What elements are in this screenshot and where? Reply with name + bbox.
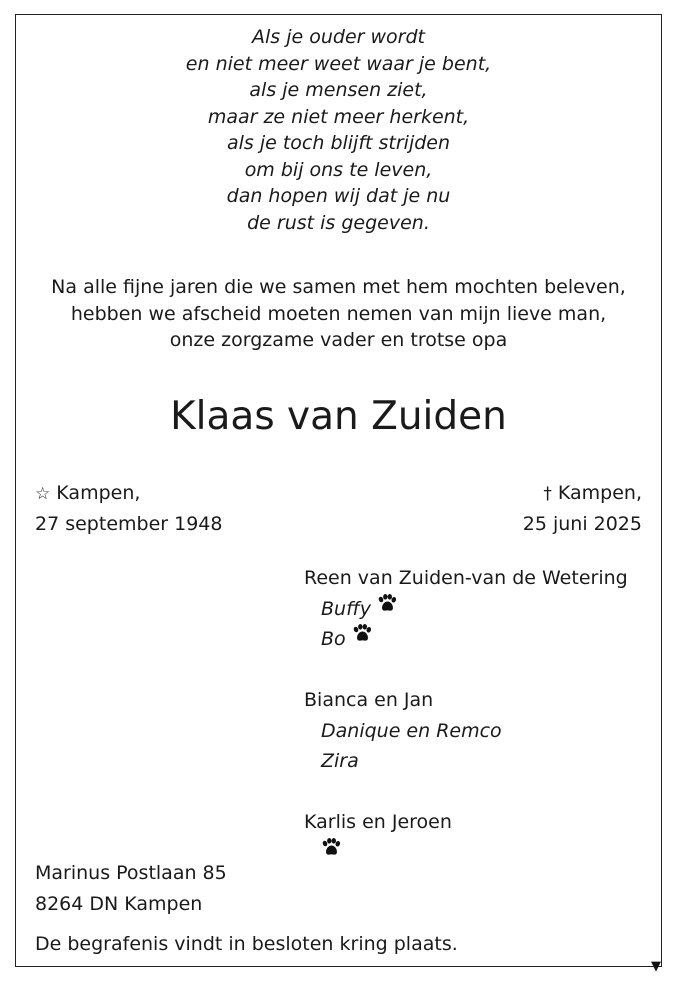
address-street: Marinus Postlaan 85 [35, 862, 227, 884]
funeral-note: De begrafenis vindt in besloten kring plaats. [35, 933, 458, 955]
death-date: 25 juni 2025 [522, 513, 642, 535]
birth-info [35, 478, 222, 539]
poem-line: dan hopen wij dat je nu [226, 185, 451, 207]
family-head: Reen van Zuiden-van de Wetering [304, 567, 628, 589]
family-member: Danique en Remco [321, 719, 502, 742]
poem-line: de rust is gegeven. [247, 211, 430, 234]
poem-line: als je toch blijft strijden [226, 132, 451, 154]
address [35, 858, 227, 920]
poem-line: om bij ons te leven, [244, 158, 433, 181]
address-city: 8264 DN Kampen [35, 893, 203, 915]
intro-line: hebben we afscheid moeten nemen van mijn lieve man, [70, 302, 607, 325]
arrow-down-icon: ▼ [651, 959, 661, 974]
paw-print-icon [377, 591, 397, 622]
intro-line: Na alle fijne jaren die we samen met hem mochten beleven, [51, 276, 626, 298]
poem-line: en niet meer weet waar je bent, [185, 52, 492, 75]
poem-line: Als je ouder wordt [252, 26, 425, 48]
death-info [523, 478, 642, 539]
birth-date: 27 september 1948 [35, 513, 223, 535]
paw-print-icon [352, 621, 372, 652]
family-member: Zira [321, 750, 359, 772]
poem-line: maar ze niet meer herkent, [207, 105, 470, 128]
pet-name: Buffy [304, 594, 628, 625]
star-icon: ☆ [35, 484, 51, 504]
intro-text [0, 274, 677, 354]
family-head: Karlis en Jeroen [304, 811, 452, 833]
birth-place: Kampen, [56, 482, 141, 504]
paw-print-icon [321, 835, 341, 866]
intro-line: onze zorgzame vader en trotse opa [169, 329, 508, 351]
pet-name: Bo [304, 624, 628, 655]
poem-line: als je mensen ziet, [249, 79, 428, 101]
family-list [304, 563, 628, 868]
poem [0, 24, 677, 236]
death-place: Kampen, [557, 482, 642, 504]
cross-icon: † [543, 484, 552, 504]
deceased-name: Klaas van Zuiden [170, 394, 507, 439]
family-head: Bianca en Jan [304, 689, 434, 711]
